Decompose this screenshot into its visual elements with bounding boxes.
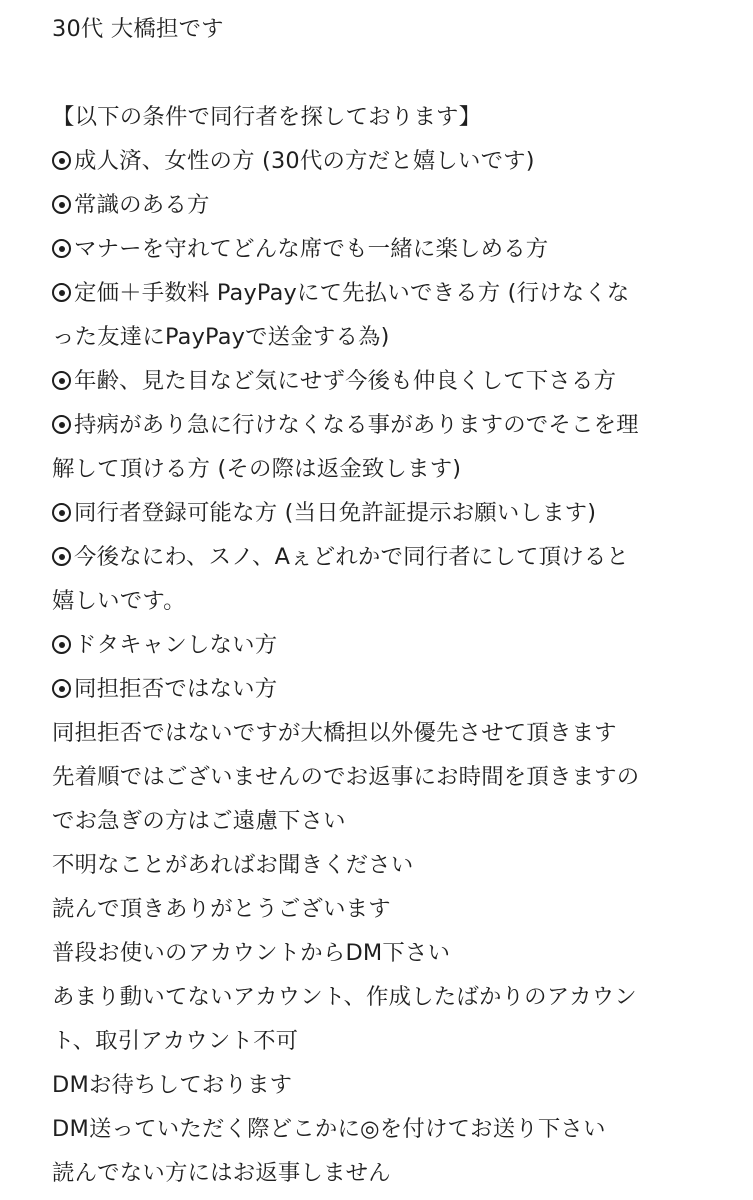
bullet-circle-icon [52,503,71,522]
condition-continuation: った友達にPayPayで送金する為) [52,324,390,350]
heading-line: 30代 大橋担です [52,16,224,42]
note-line: ト、取引アカウント不可 [52,1028,299,1054]
note-line: 普段お使いのアカウントからDM下さい [52,940,451,966]
condition-text: 定価＋手数料 PayPayにて先払いできる方 (行けなくな [74,280,630,306]
bullet-circle-icon [52,635,71,654]
condition-text: 同担拒否ではない方 [74,676,278,702]
condition-item [52,227,742,271]
condition-item [52,667,742,711]
note-line: あまり動いてないアカウント、作成したばかりのアカウン [52,984,637,1010]
note-line: 読んでない方にはお返事しません [52,1160,391,1186]
bullet-circle-icon [52,239,71,258]
condition-item [52,271,742,315]
bullet-circle-icon [52,151,71,170]
condition-item [52,535,742,579]
note-text [52,7,742,1195]
bullet-circle-icon [52,283,71,302]
note-line: 先着順ではございませんのでお返事にお時間を頂きますの [52,764,640,790]
condition-item [52,403,742,447]
bullet-circle-icon [52,195,71,214]
condition-item [52,623,742,667]
note-line: DMお待ちしております [52,1072,293,1098]
condition-text: 常識のある方 [74,192,210,218]
condition-item [52,139,742,183]
condition-continuation: 解して頂ける方 (その際は返金致します) [52,456,462,482]
condition-continuation: 嬉しいです。 [52,588,186,614]
bullet-circle-icon [52,371,71,390]
condition-text: マナーを守れてどんな席でも一緒に楽しめる方 [74,236,549,262]
note-line: 不明なことがあればお聞きください [52,852,414,878]
bullet-circle-icon [52,679,71,698]
condition-text: 年齢、見た目など気にせず今後も仲良くして下さる方 [74,368,617,394]
condition-item [52,491,742,535]
condition-item [52,183,742,227]
conditions-title: 【以下の条件で同行者を探しております】 [52,104,482,130]
note-line: 同担拒否ではないですが大橋担以外優先させて頂きます [52,720,617,746]
condition-item [52,359,742,403]
condition-text: 持病があり急に行けなくなる事がありますのでそこを理 [74,412,639,438]
bullet-circle-icon [52,415,71,434]
note-line: DM送っていただく際どこかに◎を付けてお送り下さい [52,1116,606,1142]
note-line: でお急ぎの方はご遠慮下さい [52,808,346,834]
note-line: 読んで頂きありがとうございます [52,896,391,922]
condition-text: 成人済、女性の方 (30代の方だと嬉しいです) [74,148,535,174]
blank-line [52,51,742,95]
bullet-circle-icon [52,547,71,566]
condition-text: ドタキャンしない方 [74,632,278,658]
condition-text: 同行者登録可能な方 (当日免許証提示お願いします) [74,500,597,526]
condition-text: 今後なにわ、スノ、Aぇどれかで同行者にして頂けると [74,544,630,570]
